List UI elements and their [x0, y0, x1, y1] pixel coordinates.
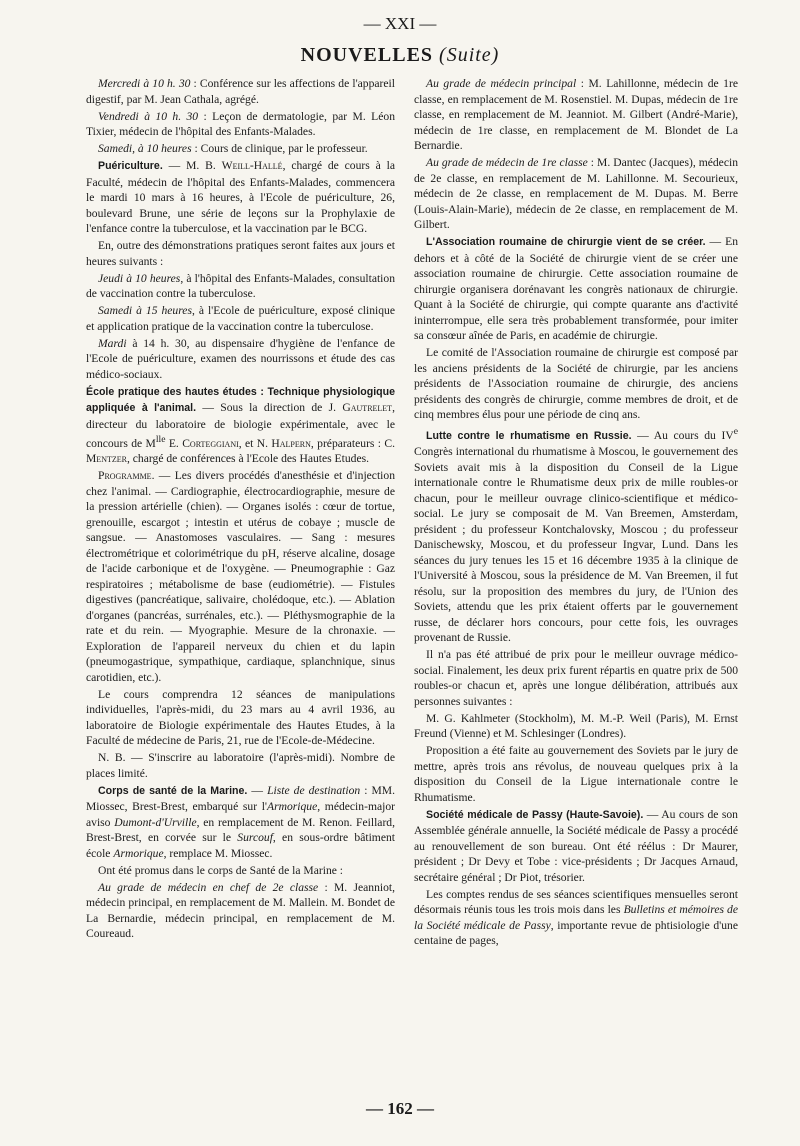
paragraph: Le cours comprendra 12 séances de manipulations individuelles, l'après-midi, du 23 mars au 4 avril 1936, au laboratoire de Biologie expérimentale des Hautes Etudes, à la Faculté de médecine de Paris, 21, rue de l'Ecole-de-Médecine.: [86, 687, 395, 748]
paragraph: Samedi, à 10 heures : Cours de clinique, par le professeur.: [98, 142, 368, 155]
paragraph: En, outre des démonstrations pratiques seront faites aux jours et heures suivants :: [86, 239, 395, 268]
page-number: — 162 —: [366, 1099, 434, 1118]
paragraph: Vendredi à 10 h. 30 : Leçon de dermatologie, par M. Léon Tixier, médecin de l'hôpital des Enfants-Malades.: [86, 109, 395, 138]
paragraph: Le comité de l'Association roumaine de chirurgie est composé par les anciens présidents de la Société de chirurgie, par les anciens présidents de l'Association roumaine de chirurgie, des anciens présidents des congrès de chirurgie, comme membres de droit, et de cinq membres élus pour une période de cinq ans.: [414, 346, 738, 421]
paragraph: Mercredi à 10 h. 30 : Conférence sur les affections de l'appareil digestif, par M. Jean Cathala, agrégé.: [86, 77, 395, 106]
paragraph: Au grade de médecin en chef de 2e classe : M. Jeanniot, médecin principal, en remplacement de M. Mallein. M. Bondet de La Bernardie, médecin principal, en remplacement de M. Coureaud.: [86, 880, 395, 941]
paragraph: Proposition a été faite au gouvernement des Soviets par le jury de mettre, après trois ans révolus, de nouveau quelques prix à la disposition du Conseil de la Ligue internationale contre le Rhumatisme.: [414, 744, 738, 804]
left-column: [86, 76, 395, 943]
page-title: [0, 44, 800, 67]
title-suite: (Suite): [439, 44, 500, 66]
paragraph: Au grade de médecin principal : M. Lahillonne, médecin de 1re classe, en remplacement de M. Rosenstiel. M. Dupas, médecin de 1re classe, en remplacement de M. Jeanniot. M. Gilbert (André-Marie), médecin de 1re classe, en remplacement de M. Blondet de La Bernardie.: [414, 77, 738, 152]
paragraph: Ont été promus dans le corps de Santé de la Marine :: [98, 863, 344, 877]
paragraph: Samedi à 15 heures, à l'Ecole de puériculture, exposé clinique et application pratique de la vaccination contre la tuberculose.: [86, 304, 395, 333]
section-ecole-pratique: École pratique des hautes études : Technique physiologique appliquée à l'animal. — Sous la direction de J. Gautrelet, directeur du laboratoire de biologie expérimentale, avec le concours de $M^{lle}$ E. Corteggiani, et N. Halpern, préparateurs : C. Mentzer, chargé de conférences à l'Ecole des Hautes Etudes.: [86, 385, 396, 466]
section-rhumatisme: Lutte contre le rhumatisme en Russie. — Au cours du IVe Congrès international du rhumatisme à Moscou, le gouvernement des Soviets avait mis à la disposition du Conseil de la Ligue internationale contre le Rhumatisme deux prix de mille roubles-or chacun, pour le meilleur ouvrage clinico-scientifique et médico-social. Le jury se composait de M. Van Breemen, Amsterdam, président ; du professeur Kontchalovsky, Moscou ; du professeur Danischewsky, Moscou, et du professeur Ingvar, Lund. Dans les séances du jury tenues les 15 et 16 décembre 1935 à la clinique de l'Université à Moscou, sous la présidence de M. Van Breemen, il fut résolu, sur la proposition des membres du jury, de l'Union des Soviets, attendu que les prix étaient offerts par le gouvernement russe, de déclarer hors concours, pour cette fois, les ouvrages provenant de Russie.: [414, 426, 738, 645]
section-association-roumaine: L'Association roumaine de chirurgie vient de se créer. — En dehors et à côté de la Société de chirurgie vient de se créer une association roumaine de chirurgie. Cette association roumaine de chirurgie organisera dorénavant les congrès nationaux de chirurgie. Quant à la Société de chirurgie, qui compte quarante ans d'activité ininterrompue, elle sera très probablement transformée, pour imiter sa consœur aînée de Paris, en académie de chirurgie.: [414, 235, 738, 342]
paragraph: Mardi à 14 h. 30, au dispensaire d'hygiène de l'enfance de l'Ecole de puériculture, examen des nourrissons et étude des cas médico-sociaux.: [86, 336, 395, 381]
title-text: NOUVELLES: [300, 44, 434, 66]
paragraph: Au grade de médecin de 1re classe : M. Dantec (Jacques), médecin de 2e classe, en remplacement de M. Lahillonne. M. Secourieux, médecin de 2e classe, en remplacement de M. Dupas. M. Berre (Louis-Alain-Marie), médecin de 2e classe, en remplacement de M. Gilbert.: [414, 156, 738, 231]
paragraph-programme: Programme. — Les divers procédés d'anesthésie et d'injection chez l'animal. — Cardiographie, électrocardiographie, mesure de la pression artérielle (chien). — Organes isolés : cœur de tortue, grenouille, escargot ; intestin et utérus de cobaye ; muscle de sangsue. — Anastomoses vasculaires. — Sang : mesures électrométrique et colorimétrique du pH, réserve alcaline, dosage de l'acide carbonique et de l'oxygène. — Pneumographie : Gaz respiratoires ; métabolisme de base (eudiométrie). — Fistules digestives (pancréatique, salivaire, cholédoque, etc.). — Ablation d'organes (pancréas, surrénales, etc.). — Pléthysmographie de la rate et du rein. — Myographie. Mesure de la chronaxie. — Exploration de l'appareil nerveux du chien et du lapin (pneumogastrique, sympathique, cardiaque, splanchnique, sinus carotidien, etc.).: [86, 469, 395, 684]
paragraph: M. G. Kahlmeter (Stockholm), M. M.-P. Weil (Paris), M. Ernst Freund (Vienne) et M. Schlesinger (Londres).: [414, 711, 738, 741]
section-puericulture: Puériculture. — M. B. Weill-Hallé, chargé de cours à la Faculté, médecin de l'hôpital des Enfants-Malades, commencera le mardi 10 mars à 16 heures, à l'Ecole de puériculture, 26, boulevard Brune, une série de leçons sur la Prophylaxie de l'enfance contre la tuberculose, et la vaccination par le BCG.: [86, 159, 395, 235]
section-societe-passy: Société médicale de Passy (Haute-Savoie). — Au cours de son Assemblée générale annuelle, la Société médicale de Passy a procédé au renouvellement de son bureau. Ont été réélus : Dr Maurer, président ; Dr Devy et Tobe : vice-présidents ; Dr Jacques Arnaud, secrétaire général ; Dr Piot, trésorier.: [414, 807, 738, 884]
paragraph: N. B. — S'inscrire au laboratoire (l'après-midi). Nombre de places limité.: [86, 751, 395, 780]
right-column: [414, 76, 738, 950]
paragraph: Il n'a pas été attribué de prix pour le meilleur ouvrage médico-social. Finalement, les deux prix furent répartis en quatre prix de 500 roubles-or chacun et, après une longue délibération, attribués aux personnes suivantes :: [414, 648, 738, 708]
paragraph: Les comptes rendus de ses séances scientifiques mensuelles seront désormais réunis tous les trois mois dans les Bulletins et mémoires de la Société médicale de Passy, importante revue de phtisiologie d'une centaine de pages,: [414, 887, 739, 948]
paragraph: Jeudi à 10 heures, à l'hôpital des Enfants-Malades, consultation de vaccination contre la tuberculose.: [86, 271, 396, 300]
running-header-roman: — XXI —: [363, 14, 437, 33]
section-marine: Corps de santé de la Marine. — Liste de destination : MM. Miossec, Brest-Brest, embarqué sur l'Armorique, médecin-major aviso Dumont-d'Urville, en remplacement de M. Renon. Feillard, Brest-Brest, en corvée sur le Surcouf, en sous-ordre bâtiment école Armorique, remplace M. Miossec.: [86, 783, 396, 860]
